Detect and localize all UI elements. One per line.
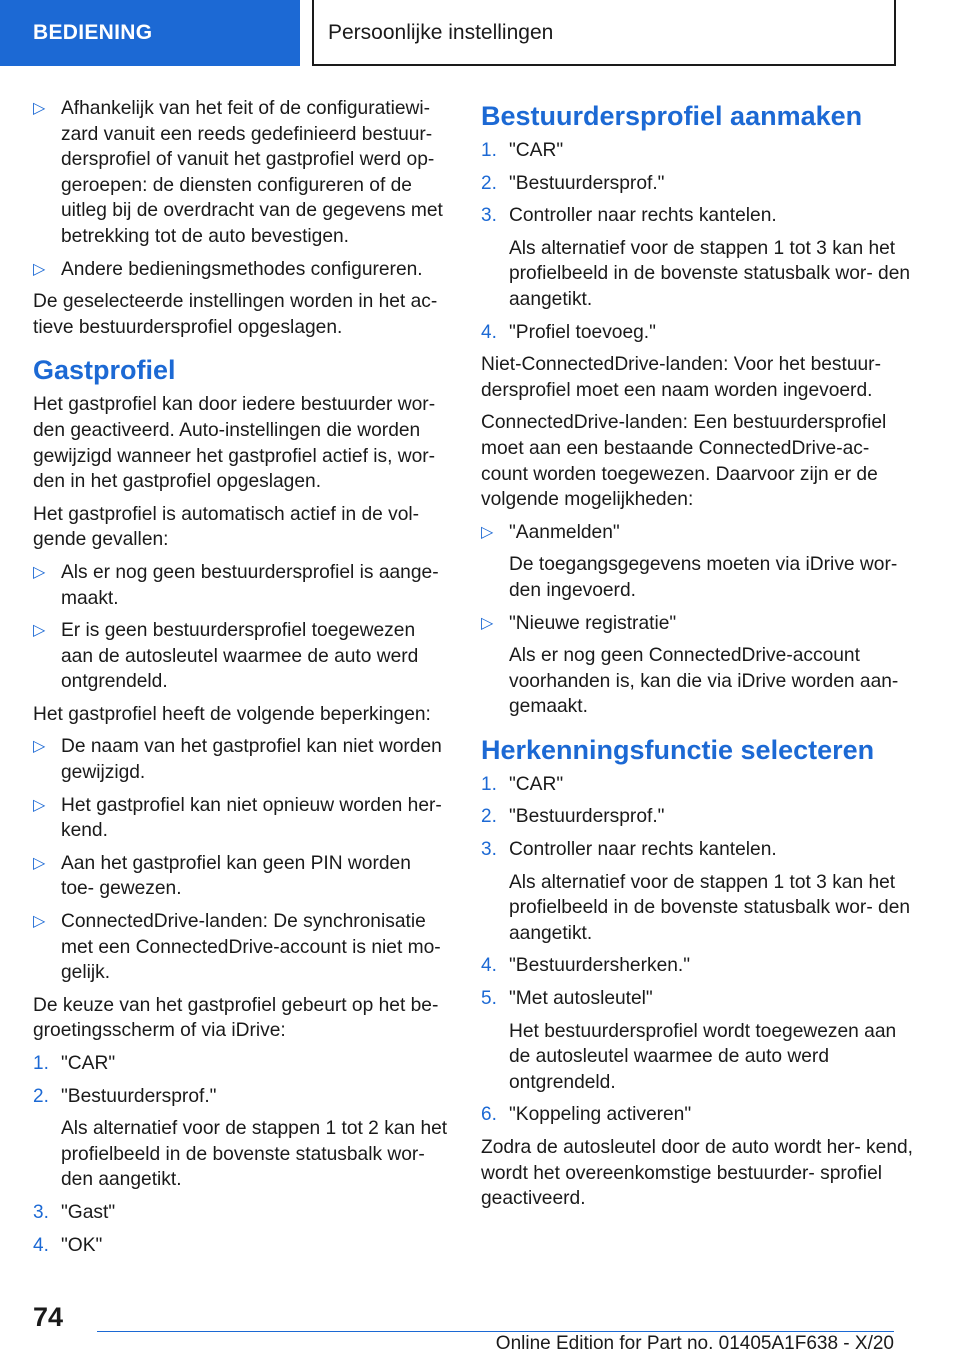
section-label: BEDIENING bbox=[0, 0, 300, 66]
guest-steps-list bbox=[33, 1051, 448, 1258]
footer-divider bbox=[97, 1331, 894, 1332]
step-number: 2. bbox=[481, 806, 497, 828]
page-header bbox=[0, 0, 960, 66]
step-note: Als alternatief voor de stappen 1 tot 2 kan het profielbeeld in de bovenste statusbalk wor- den aangetikt. bbox=[61, 1118, 448, 1191]
step-note: Als alternatief voor de stappen 1 tot 3 kan het profielbeeld in de bovenste statusbalk wor- den aangetikt. bbox=[509, 237, 911, 310]
step-number: 1. bbox=[481, 773, 497, 795]
step-number: 4. bbox=[33, 1234, 49, 1256]
list-item: ▷ "Aanmelden" De toegangsgegevens moeten via iDrive wor- den ingevoerd. bbox=[481, 520, 921, 604]
step-number: 3. bbox=[481, 205, 497, 227]
left-column bbox=[33, 96, 448, 1265]
list-item: ▷ Aan het gastprofiel kan geen PIN worden toe- gewezen. bbox=[33, 852, 411, 900]
list-item: ▷ Het gastprofiel kan niet opnieuw worden her- kend. bbox=[33, 794, 442, 842]
list-item: ▷ Afhankelijk van het feit of de configuratiewi- zard vanuit een reeds gedefinieerd bestuur- dersprofiel of vanuit het gastprofiel werd op- geroepen: de diensten configureren of de uitleg bij de overdracht van de gegevens met betrekking tot de auto bevestigen. bbox=[33, 98, 443, 247]
section-heading-guest-profile: Gastprofiel bbox=[33, 355, 176, 386]
list-item: ▷ Er is geen bestuurdersprofiel toegewezen aan de autosleutel waarmee de auto werd ontgrendeld. bbox=[33, 620, 419, 693]
options-list bbox=[481, 520, 921, 720]
right-column bbox=[481, 96, 921, 1219]
section-heading-recognition: Herkenningsfunctie selecteren bbox=[481, 734, 875, 765]
step-item: 2. "Bestuurdersprof." Als alternatief voor de stappen 1 tot 2 kan het profielbeeld in de bovenste statusbalk wor- den aangetikt. bbox=[33, 1084, 448, 1193]
step-item: 2. "Bestuurdersprof." bbox=[481, 171, 921, 197]
paragraph: De geselecteerde instellingen worden in het ac- tieve bestuurdersprofiel opgeslagen. bbox=[33, 291, 438, 338]
paragraph: Het gastprofiel is automatisch actief in de vol- gende gevallen: bbox=[33, 503, 420, 551]
triangle-bullet-icon: ▷ bbox=[33, 260, 46, 278]
step-item: 4. "Bestuurdersherken." bbox=[481, 953, 921, 979]
triangle-bullet-icon: ▷ bbox=[33, 622, 46, 640]
step-item: 2. "Bestuurdersprof." bbox=[481, 804, 921, 830]
recognition-steps-list bbox=[481, 772, 921, 1128]
step-item: 5. "Met autosleutel" Het bestuurdersprofiel wordt toegewezen aan de autosleutel waarmee de auto werd ontgrendeld. bbox=[481, 986, 921, 1095]
paragraph: Niet-ConnectedDrive-landen: Voor het bestuur- dersprofiel moet een naam worden ingevoerd. bbox=[481, 354, 881, 401]
paragraph: Het gastprofiel kan door iedere bestuurder wor- den geactiveerd. Auto-instellingen die worden gewijzigd wanneer het gastprofiel actief is, wor- den in het gastprofiel opgeslagen. bbox=[33, 394, 436, 493]
step-item: 4. "OK" bbox=[33, 1233, 448, 1259]
list-item: ▷ Andere bedieningsmethodes configureren. bbox=[33, 257, 448, 283]
chapter-title: Persoonlijke instellingen bbox=[312, 0, 896, 66]
intro-bullet-list bbox=[33, 96, 448, 282]
list-item: ▷ Als er nog geen bestuurdersprofiel is aange- maakt. bbox=[33, 561, 439, 609]
paragraph: Zodra de autosleutel door de auto wordt her- kend, wordt het overeenkomstige bestuurder- sprofiel geactiveerd. bbox=[481, 1137, 913, 1210]
triangle-bullet-icon: ▷ bbox=[33, 913, 46, 931]
step-number: 4. bbox=[481, 321, 497, 343]
triangle-bullet-icon: ▷ bbox=[33, 854, 46, 872]
step-number: 5. bbox=[481, 988, 497, 1010]
section-heading-create-profile: Bestuurdersprofiel aanmaken bbox=[481, 101, 863, 131]
step-item: 1. "CAR" bbox=[481, 138, 921, 164]
list-item: ▷ "Nieuwe registratie" Als er nog geen ConnectedDrive-account voorhanden is, kan die via iDrive worden aan- gemaakt. bbox=[481, 611, 921, 720]
triangle-bullet-icon: ▷ bbox=[33, 738, 46, 756]
step-item: 1. "CAR" bbox=[481, 772, 921, 798]
step-number: 2. bbox=[33, 1085, 49, 1107]
step-item: 3. Controller naar rechts kantelen. Als alternatief voor de stappen 1 tot 3 kan het profielbeeld in de bovenste statusbalk wor- den aangetikt. bbox=[481, 203, 921, 312]
list-item: ▷ De naam van het gastprofiel kan niet worden gewijzigd. bbox=[33, 736, 442, 784]
triangle-bullet-icon: ▷ bbox=[481, 614, 494, 632]
edition-text: Online Edition for Part no. 01405A1F638 - X/20 bbox=[495, 1333, 894, 1354]
page-number: 74 bbox=[33, 1302, 64, 1332]
limits-list bbox=[33, 734, 448, 985]
step-number: 2. bbox=[481, 172, 497, 194]
option-note: De toegangsgegevens moeten via iDrive wor- den ingevoerd. bbox=[509, 554, 898, 601]
step-item: 6. "Koppeling activeren" bbox=[481, 1102, 921, 1128]
triangle-bullet-icon: ▷ bbox=[33, 100, 46, 117]
triangle-bullet-icon: ▷ bbox=[33, 563, 46, 581]
triangle-bullet-icon: ▷ bbox=[33, 796, 46, 814]
cases-list bbox=[33, 560, 448, 695]
step-number: 3. bbox=[481, 839, 497, 861]
step-number: 1. bbox=[481, 140, 497, 161]
footer-edition bbox=[260, 1333, 894, 1355]
option-note: Als er nog geen ConnectedDrive-account voorhanden is, kan die via iDrive worden aan- gemaakt. bbox=[509, 645, 899, 718]
paragraph: ConnectedDrive-landen: Een bestuurdersprofiel moet aan een bestaande ConnectedDrive-ac- count worden toegewezen. Daarvoor zijn er de volgende mogelijkheden: bbox=[481, 412, 887, 511]
paragraph: De keuze van het gastprofiel gebeurt op het be- groetingsscherm of via iDrive: bbox=[33, 994, 439, 1042]
create-steps-list bbox=[481, 138, 921, 345]
step-number: 4. bbox=[481, 955, 497, 977]
step-number: 3. bbox=[33, 1201, 49, 1223]
triangle-bullet-icon: ▷ bbox=[481, 523, 494, 541]
step-item: 1. "CAR" bbox=[33, 1051, 448, 1077]
step-note: Het bestuurdersprofiel wordt toegewezen aan de autosleutel waarmee de auto werd ontgrendeld. bbox=[509, 1020, 897, 1093]
step-note: Als alternatief voor de stappen 1 tot 3 kan het profielbeeld in de bovenste statusbalk wor- den aangetikt. bbox=[509, 871, 911, 944]
paragraph: Het gastprofiel heeft de volgende beperkingen: bbox=[33, 703, 431, 725]
step-number: 1. bbox=[33, 1053, 49, 1074]
step-item: 3. "Gast" bbox=[33, 1200, 448, 1226]
step-item: 3. Controller naar rechts kantelen. Als alternatief voor de stappen 1 tot 3 kan het profielbeeld in de bovenste statusbalk wor- den aangetikt. bbox=[481, 837, 921, 946]
step-item: 4. "Profiel toevoeg." bbox=[481, 320, 921, 346]
list-item: ▷ ConnectedDrive-landen: De synchronisatie met een ConnectedDrive-account is niet mo- gelijk. bbox=[33, 911, 441, 984]
step-number: 6. bbox=[481, 1104, 497, 1126]
